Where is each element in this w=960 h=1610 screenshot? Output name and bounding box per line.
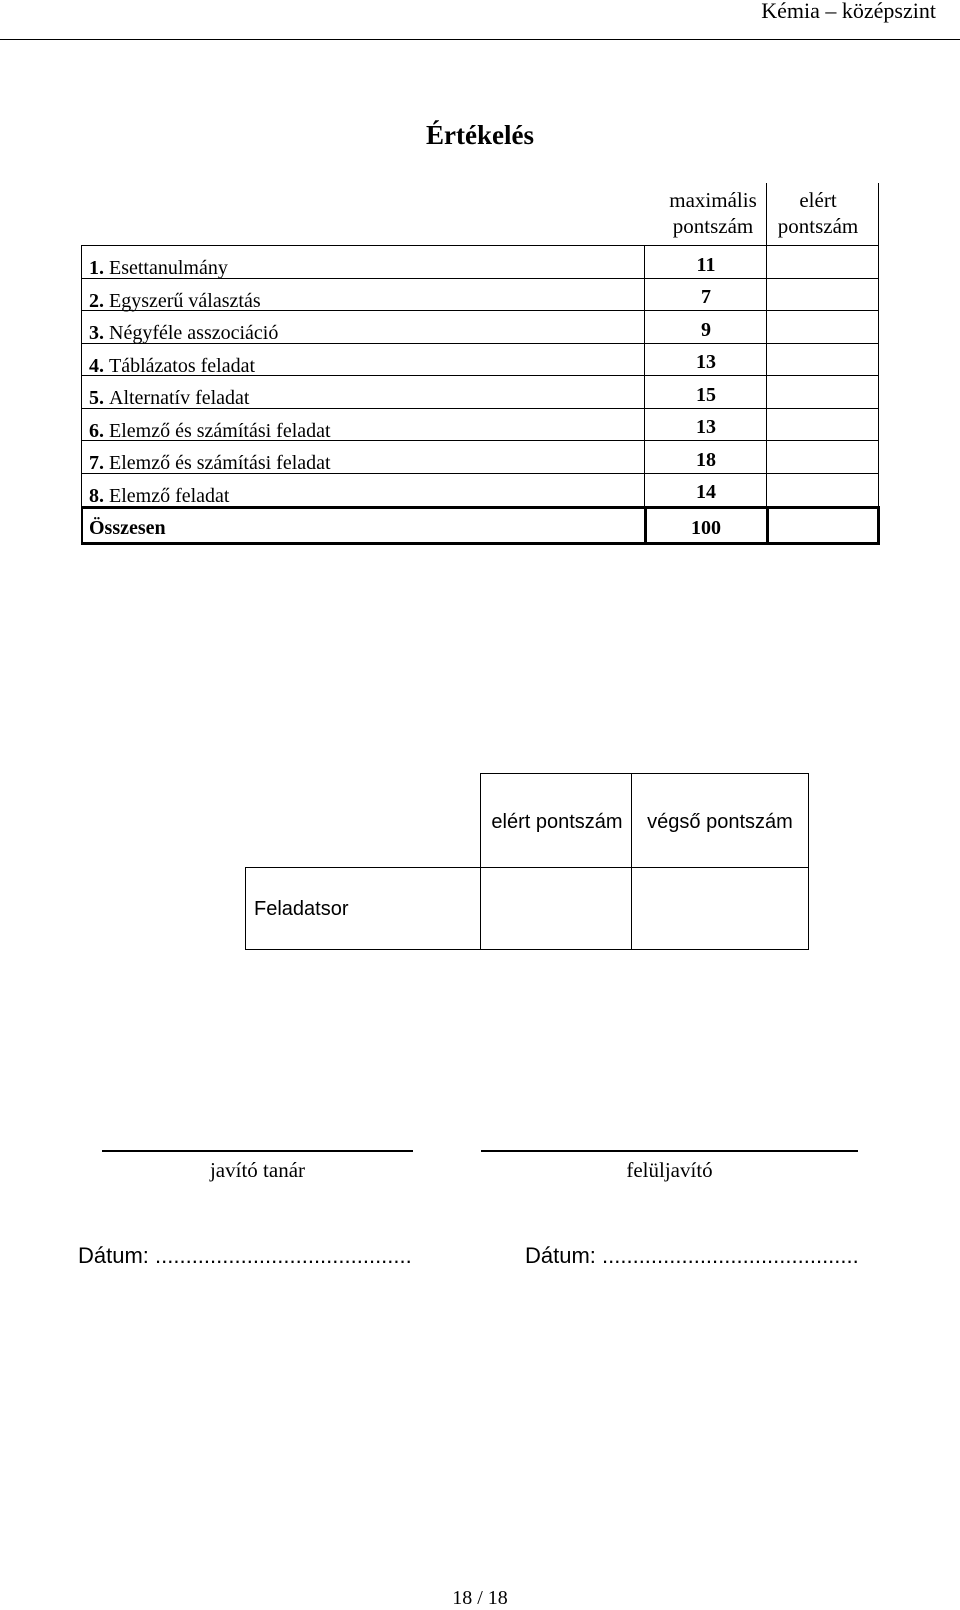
signature-line-right [481,1150,858,1152]
header-text: Kémia – középszint [761,0,936,23]
total-row-max-score: 100 [691,517,721,539]
summary-border-left [245,867,246,950]
table-row-label: 4. Táblázatos feladat [89,355,256,377]
page-number: 18 / 18 [452,1587,508,1609]
table-row-max-score: 15 [696,384,716,406]
table-row-max-score: 18 [696,449,716,471]
signature-label-right: felüljavító [626,1158,713,1182]
summary-divider-2 [631,773,632,950]
total-row-label: Összesen [89,517,166,539]
row-line [81,245,879,246]
page-title: Értékelés [426,120,534,150]
table-border-left [81,245,82,544]
score-table [81,183,879,544]
table-row-label: 7. Elemző és számítási feladat [89,452,331,474]
total-row-border-right [877,506,880,545]
summary-divider-1 [480,773,481,950]
total-row-border-left [81,506,83,545]
table-row-label: 5. Alternatív feladat [89,387,250,409]
summary-border-right [808,773,809,950]
table-row-max-score: 11 [696,254,716,276]
summary-row-label: Feladatsor [254,898,349,920]
column-header-achieved-score: elért pontszám [777,188,859,238]
table-divider-1 [644,245,645,544]
date-field-left: Dátum: .......................................... [78,1243,412,1268]
total-row-divider-2 [766,506,769,545]
table-border-right [878,183,879,544]
header-rule [0,39,960,40]
summary-header-achieved: elért pontszám [491,811,623,833]
date-field-right: Dátum: .......................................... [525,1243,859,1268]
table-border-bottom [81,542,879,545]
table-divider-2 [766,183,767,544]
summary-line-top [480,773,809,774]
table-row-max-score: 7 [701,286,711,308]
signature-line-left [102,1150,413,1152]
table-row-max-score: 14 [696,481,716,503]
summary-line-bottom [245,949,809,950]
column-header-max-score: maximális pontszám [669,188,757,238]
table-row-max-score: 13 [696,351,716,373]
table-row-label: 3. Négyféle asszociáció [89,322,279,344]
table-row-max-score: 9 [701,319,711,341]
table-row-label: 1. Esettanulmány [89,257,228,279]
summary-line-mid [245,867,809,868]
table-row-label: 8. Elemző feladat [89,485,230,507]
table-row-max-score: 13 [696,416,716,438]
signature-label-left: javító tanár [209,1158,306,1182]
table-row-label: 2. Egyszerű választás [89,290,261,312]
summary-header-final: végső pontszám [647,811,793,833]
table-row-label: 6. Elemző és számítási feladat [89,420,331,442]
total-row-divider-1 [644,506,647,545]
